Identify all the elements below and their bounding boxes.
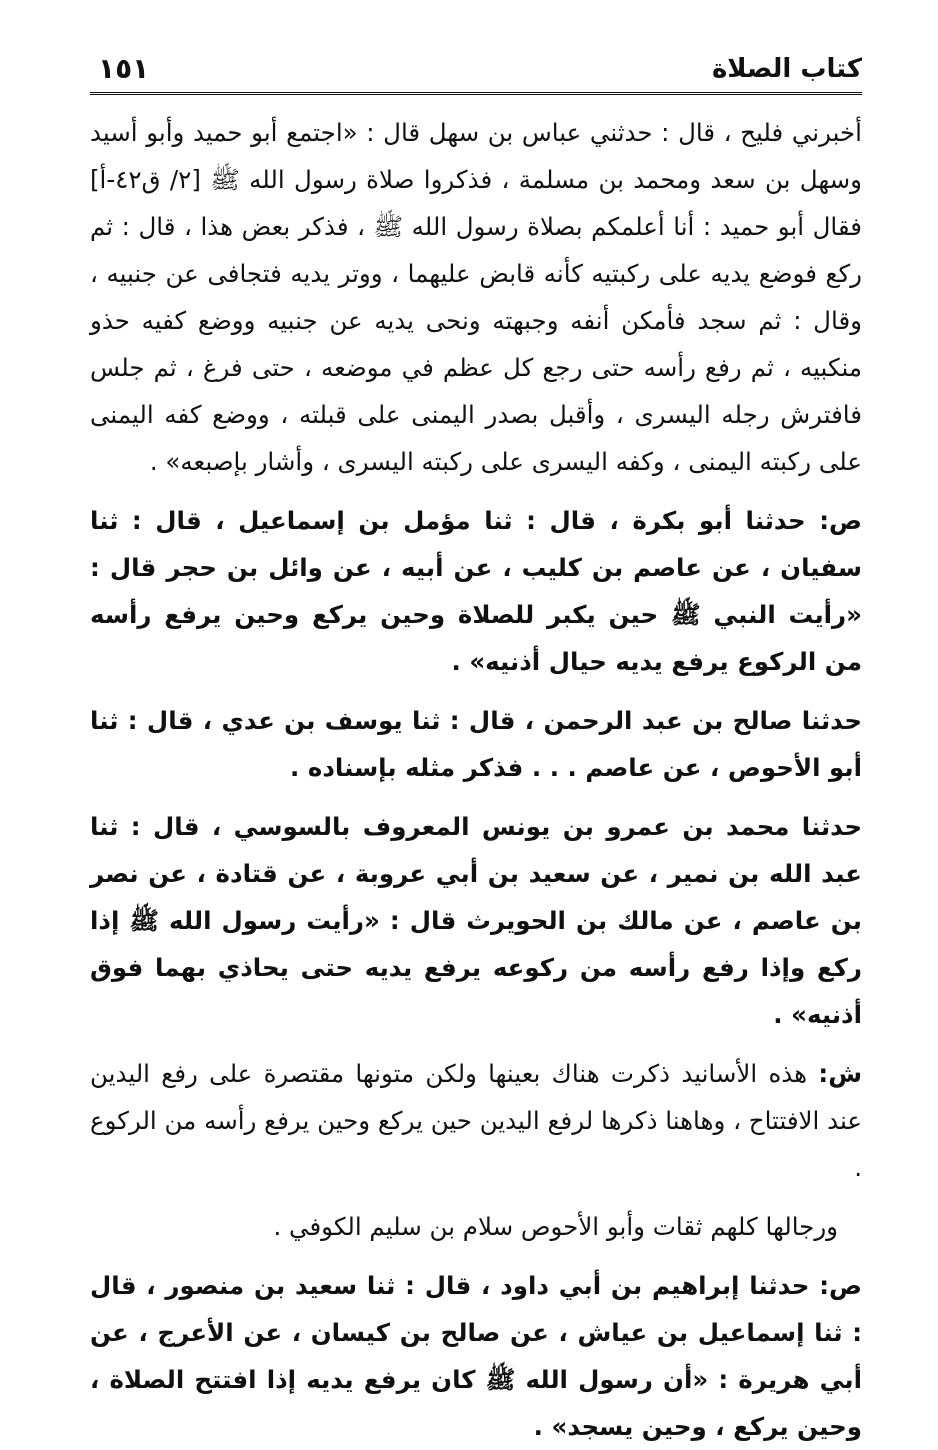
- paragraph-text: حدثنا صالح بن عبد الرحمن ، قال : ثنا يوسف بن عدي ، قال : ثنا أبو الأحوص ، عن عاصم . . . فذكر مثله بإسناده .: [90, 706, 862, 782]
- book-title: كتاب الصلاة: [711, 54, 862, 84]
- book-page: [90, 40, 863, 1441]
- commentary-paragraph: [90, 1050, 862, 1191]
- paragraph-text: أخبرني فليح ، قال : حدثني عباس بن سهل قال : «اجتمع أبو حميد وأبو أسيد وسهل بن سعد ومحمد بن مسلمة ، فذكروا صلاة رسول الله ﷺ [٢/ ق٤٢-أ] فقال أبو حميد : أنا أعلمكم بصلاة رسول الله ﷺ ، فذكر بعض هذا ، قال : ثم ركع فوضع يديه على ركبتيه كأنه قابض عليهما ، ووتر يديه فتجافى عن جنبيه ، وقال : ثم سجد فأمكن أنفه وجبهته ونحى يديه عن جنبيه ووضع كفيه حذو منكبيه ، ثم رفع رأسه حتى رجع كل عظم في موضعه ، حتى فرغ ، ثم جلس فافترش رجله اليسرى ، وأقبل بصدر اليمنى على قبلته ، ووضع كفه اليمنى على ركبته اليمنى ، وكفه اليسرى على ركبته اليسرى ، وأشار بإصبعه» .: [90, 118, 862, 476]
- hadith-paragraph: [90, 497, 862, 685]
- text-marker: ش:: [818, 1059, 862, 1088]
- commentary-paragraph: [90, 1203, 862, 1250]
- hadith-paragraph: [90, 697, 862, 791]
- text-marker: ص:: [819, 506, 862, 535]
- hadith-paragraph: [90, 1262, 862, 1450]
- paragraph-text: ورجالها كلهم ثقات وأبو الأحوص سلام بن سليم الكوفي .: [273, 1212, 838, 1241]
- page-number: ١٥١: [98, 52, 150, 85]
- hadith-paragraph: [90, 803, 862, 1038]
- text-marker: ص:: [819, 1271, 863, 1300]
- hadith-paragraph: [90, 109, 862, 485]
- paragraph-text: حدثنا إبراهيم بن أبي داود ، قال : ثنا سعيد بن منصور ، قال : ثنا إسماعيل بن عياش ، عن صالح بن كيسان ، عن الأعرج ، عن أبي هريرة : «أن رسول الله ﷺ كان يرفع يديه إذا افتتح الصلاة ، وحين يركع ، وحين يسجد» .: [90, 1271, 862, 1441]
- page-header: [90, 40, 862, 95]
- paragraph-text: حدثنا محمد بن عمرو بن يونس المعروف بالسوسي ، قال : ثنا عبد الله بن نمير ، عن سعيد بن أبي عروبة ، عن قتادة ، عن نصر بن عاصم ، عن مالك بن الحويرث قال : «رأيت رسول الله ﷺ إذا ركع وإذا رفع رأسه من ركوعه يرفع يديه حتى يحاذي بهما فوق أذنيه» .: [90, 812, 862, 1029]
- paragraph-text: هذه الأسانيد ذكرت هناك بعينها ولكن متونها مقتصرة على رفع اليدين عند الافتتاح ، وهاهنا ذكرها لرفع اليدين حين يركع وحين يرفع رأسه من الركوع .: [90, 1059, 862, 1182]
- paragraph-text: حدثنا أبو بكرة ، قال : ثنا مؤمل بن إسماعيل ، قال : ثنا سفيان ، عن عاصم بن كليب ، عن أبيه ، عن وائل بن حجر قال : «رأيت النبي ﷺ حين يكبر للصلاة وحين يركع وحين يرفع رأسه من الركوع يرفع يديه حيال أذنيه» .: [90, 506, 862, 676]
- page-body: [90, 95, 862, 1450]
